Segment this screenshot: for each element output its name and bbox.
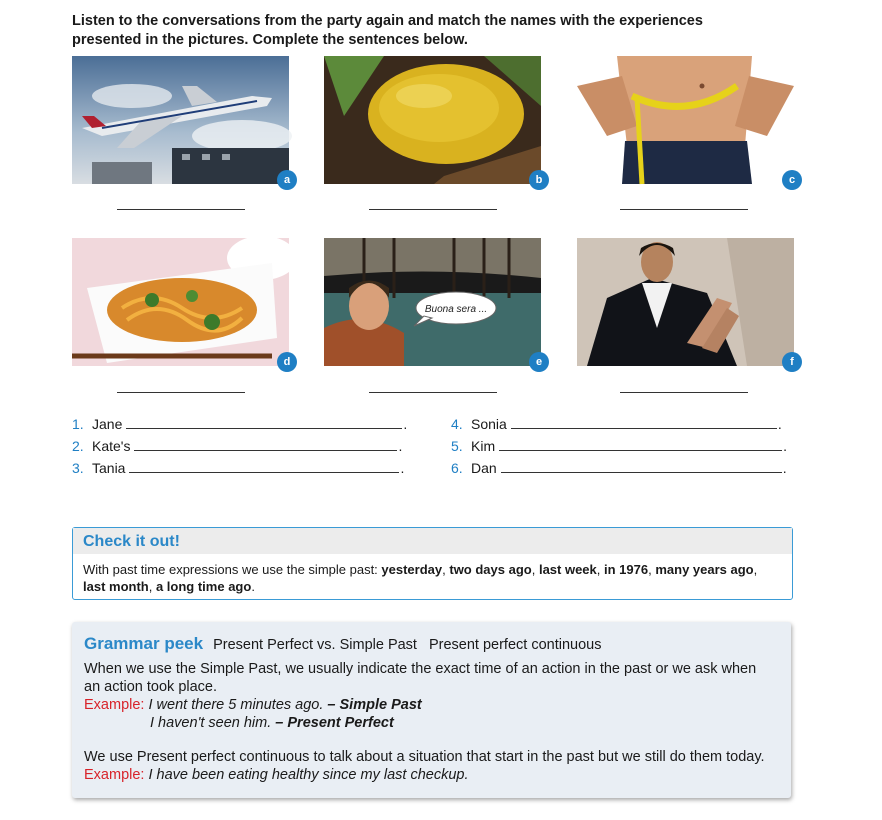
sentence-blank[interactable] [134, 438, 397, 451]
sentence-name: Tania [92, 460, 126, 476]
time-expression: last month [83, 579, 149, 594]
sentence-blank[interactable] [501, 460, 782, 473]
picture-answer-line[interactable] [117, 392, 245, 393]
picture-b [324, 56, 541, 184]
sentence-end: . [403, 416, 408, 432]
sentence-1 [72, 415, 407, 433]
sentence-number: 4. [451, 416, 463, 432]
sentence-blank[interactable] [511, 416, 777, 429]
sentence-4 [451, 415, 782, 433]
jackfruit-photo-icon [324, 56, 541, 184]
sentence-5 [451, 437, 787, 455]
example-sentence: I haven't seen him. [150, 715, 272, 731]
time-expression: last week [538, 562, 597, 577]
sentence-end: . [777, 416, 782, 432]
example-sentence: I have been eating healthy since my last checkup. [148, 767, 469, 783]
picture-letter-badge: d [277, 352, 297, 372]
sentence-number: 1. [72, 416, 84, 432]
sentence-blank[interactable] [129, 460, 399, 473]
sentence-blank[interactable] [499, 438, 782, 451]
picture-letter-badge: c [782, 170, 802, 190]
check-it-out-box [72, 527, 793, 600]
grammar-subtitle-2: Present perfect continuous [428, 637, 602, 653]
picture-answer-line[interactable] [369, 209, 497, 210]
speech-bubble-text: Buona sera ... [424, 304, 488, 315]
picture-d [72, 238, 289, 366]
sentence-name: Jane [92, 416, 123, 432]
picture-answer-line[interactable] [620, 392, 748, 393]
grammar-title: Grammar peek [84, 634, 204, 653]
sentence-end: . [782, 460, 787, 476]
sentence-number: 2. [72, 438, 84, 454]
sentence-3 [72, 459, 404, 477]
example-sentence: I went there 5 minutes ago. [148, 697, 324, 713]
sentence-6 [451, 459, 787, 477]
sentence-name: Sonia [471, 416, 507, 432]
grammar-peek-box [72, 622, 791, 798]
time-expression: two days ago [449, 562, 532, 577]
grammar-subtitle-1: Present Perfect vs. Simple Past [213, 637, 417, 653]
time-expression: in 1976 [604, 562, 649, 577]
grammar-example-1 [84, 696, 422, 714]
time-expression: a long time ago [155, 579, 252, 594]
check-title: Check it out! [73, 528, 792, 554]
waist-measuring-tape-photo-icon [577, 56, 794, 184]
sentence-name: Kim [471, 438, 496, 454]
singer-applauding-photo-icon [577, 238, 794, 366]
picture-f [577, 238, 794, 366]
noodle-dish-photo-icon [72, 238, 289, 366]
picture-answer-line[interactable] [620, 209, 748, 210]
example-tag: – Simple Past [327, 697, 422, 713]
picture-a [72, 56, 289, 184]
sentence-end: . [783, 438, 788, 454]
picture-letter-badge: a [277, 170, 297, 190]
grammar-paragraph-1: When we use the Simple Past, we usually indicate the exact time of an action in the past or we ask when an action took place. [84, 661, 757, 695]
time-expression: yesterday [381, 562, 443, 577]
sentence-2 [72, 437, 402, 455]
picture-c [577, 56, 794, 184]
check-intro: With past time expressions we use the simple past: [83, 562, 382, 577]
picture-e [324, 238, 541, 366]
grammar-paragraph-2: We use Present perfect continuous to talk about a situation that start in the past but we still do them today. [84, 749, 765, 765]
sentence-end: . [400, 460, 405, 476]
airplane-photo-icon [72, 56, 289, 184]
sentence-number: 5. [451, 438, 463, 454]
grammar-example-3 [84, 766, 468, 784]
check-body: With past time expressions we use the simple past: yesterday, two days ago, last week, in 1976, many years ago, last month, a long time ago. [83, 562, 758, 594]
picture-answer-line[interactable] [369, 392, 497, 393]
grammar-example-2 [150, 714, 394, 732]
grammar-header [84, 634, 601, 654]
sentence-end: . [398, 438, 403, 454]
example-tag: – Present Perfect [275, 715, 394, 731]
sentence-number: 3. [72, 460, 84, 476]
sentence-number: 6. [451, 460, 463, 476]
sentence-name: Kate's [92, 438, 131, 454]
time-expression: many years ago [655, 562, 754, 577]
sentence-name: Dan [471, 460, 497, 476]
venice-gondola-man-photo-icon [324, 238, 541, 366]
picture-letter-badge: b [529, 170, 549, 190]
picture-letter-badge: f [782, 352, 802, 372]
picture-answer-line[interactable] [117, 209, 245, 210]
sentence-blank[interactable] [126, 416, 402, 429]
instructions: Listen to the conversations from the party again and match the names with the experiences presented in the pictures. Complete the sentences below. [72, 13, 703, 48]
example-label: Example: [84, 697, 145, 713]
picture-letter-badge: e [529, 352, 549, 372]
example-label: Example: [84, 767, 145, 783]
